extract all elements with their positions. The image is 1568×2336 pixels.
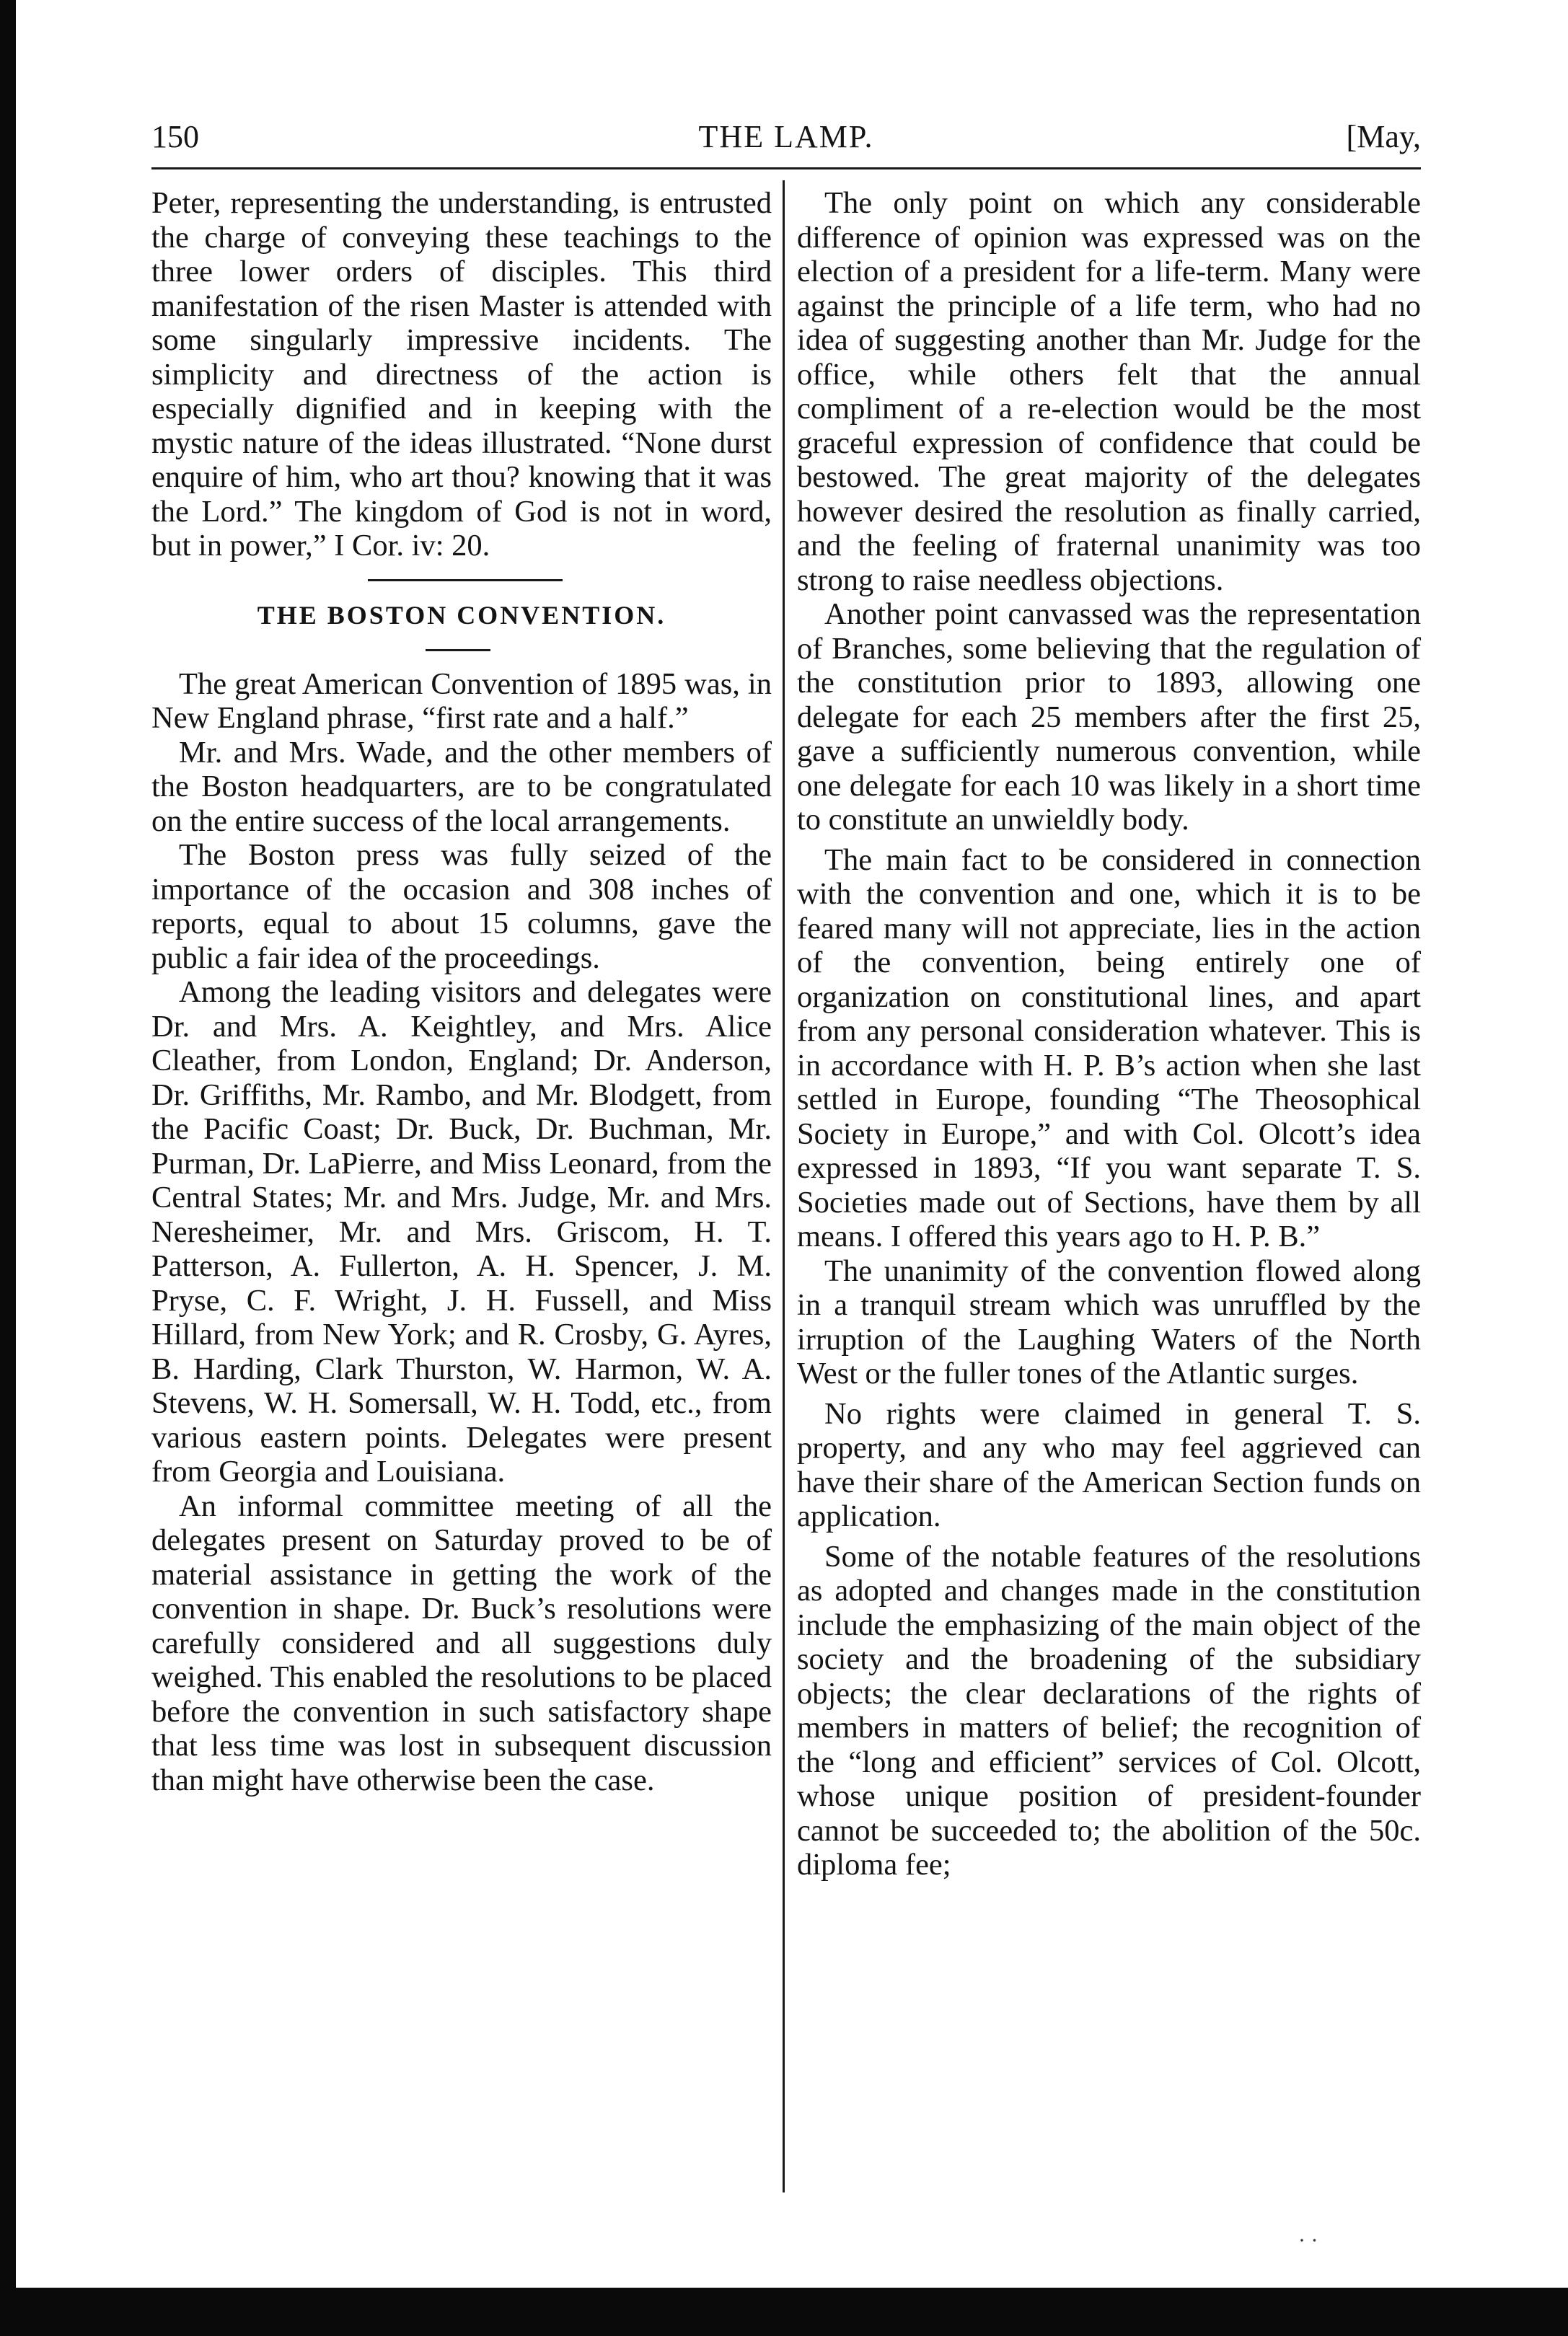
paragraph: An informal committee meeting of all the delegates present on Saturday proved to be of material assistance in getting the work of the convention in shape. Dr. Buck’s resolutions were carefully considered and all suggestions duly weighed. This enabled the resolutions to be placed before the convention in such satisfactory shape that less time was lost in subsequent discussion than might have otherwise been the case. [151,1489,772,1797]
issue-month: [May, [1346,119,1421,154]
continued-paragraph: Peter, representing the understanding, is entrusted the charge of conveying these teachings to the three lower orders of disciples. This third manifestation of the risen Master is attended with some singularly impressive incidents. The simplicity and directness of the action is especially dignified and in keeping with the mystic nature of the ideas illustrated. “None durst enquire of him, who art thou? knowing that it was the Lord.” The kingdom of God is not in word, but in power,” I Cor. iv: 20. [151,186,772,563]
paragraph: No rights were claimed in general T. S. property, and any who may feel aggrieved can have their share of the American Section funds on application. [797,1396,1421,1533]
footer-marks: · · [1298,2229,1318,2252]
left-column [151,186,772,1797]
paragraph: The Boston press was fully seized of the importance of the occasion and 308 inches of reports, equal to about 15 columns, gave the public a fair idea of the proceedings. [151,838,772,975]
right-column [797,186,1421,1882]
paragraph: Another point canvassed was the representation of Branches, some believing that the regulation of the constitution prior to 1893, allowing one delegate for each 25 members after the first 25, gave a sufficiently numerous convention, while one delegate for each 10 was likely in a short time to constitute an unwieldly body. [797,597,1421,837]
paragraph: Among the leading visitors and delegates were Dr. and Mrs. A. Keightley, and Mrs. Alice Cleather, from London, England; Dr. Anderson, Dr. Griffiths, Mr. Rambo, and Mr. Blodgett, from the Pacific Coast; Dr. Buck, Dr. Buchman, Mr. Purman, Dr. LaPierre, and Miss Leonard, from the Central States; Mr. and Mrs. Judge, Mr. and Mrs. Neresheimer, Mr. and Mrs. Griscom, H. T. Patterson, A. Fullerton, A. H. Spencer, J. M. Pryse, C. F. Wright, J. H. Fussell, and Miss Hillard, from New York; and R. Crosby, G. Ayres, B. Harding, Clark Thurston, W. Harmon, W. A. Stevens, W. H. Somersall, W. H. Todd, etc., from various eastern points. Delegates were present from Georgia and Louisiana. [151,975,772,1489]
header-rule [151,167,1421,169]
paragraph: The great American Convention of 1895 was, in New England phrase, “first rate and a half.” [151,666,772,735]
section-heading: THE BOSTON CONVENTION. [257,600,666,630]
column-divider [783,180,785,2192]
paragraph: Mr. and Mrs. Wade, and the other members of the Boston headquarters, are to be congratulated on the entire success of the local arrangements. [151,735,772,838]
paragraph: The only point on which any considerable difference of opinion was expressed was on the election of a president for a life-term. Many were against the principle of a life term, who had no idea of suggesting another than Mr. Judge for the office, while others felt that the annual compliment of a re-election would be the most graceful expression of confidence that could be bestowed. The great majority of the delegates however desired the resolution as finally carried, and the feeling of fraternal unanimity was too strong to raise needless objections. [797,186,1421,597]
scan-edge-left [0,0,16,2336]
page-number: 150 [151,119,199,154]
heading-underline [426,649,490,651]
journal-title: THE LAMP. [698,119,874,154]
running-header [151,112,1421,162]
paragraph: Some of the notable features of the resolutions as adopted and changes made in the constitution include the emphasizing of the main object of the society and the broadening of the subsidiary objects; the clear declarations of the rights of members in matters of belief; the recognition of the “long and efficient” services of Col. Olcott, whose unique position of president-founder cannot be succeeded to; the abolition of the 50c. diploma fee; [797,1539,1421,1882]
paragraph: The main fact to be considered in connection with the convention and one, which it is to be feared many will not appreciate, lies in the action of the convention, being entirely one of organization on constitutional lines, and apart from any personal consideration whatever. This is in accordance with H. P. B’s action when she last settled in Europe, founding “The Theosophical Society in Europe,” and with Col. Olcott’s idea expressed in 1893, “If you want separate T. S. Societies made out of Sections, have them by all means. I offered this years ago to H. P. B.” [797,842,1421,1253]
paragraph: The unanimity of the convention flowed along in a tranquil stream which was unruffled by the irruption of the Laughing Waters of the North West or the fuller tones of the Atlantic surges. [797,1253,1421,1390]
scan-edge-bottom [0,2288,1568,2336]
section-divider [368,579,563,581]
